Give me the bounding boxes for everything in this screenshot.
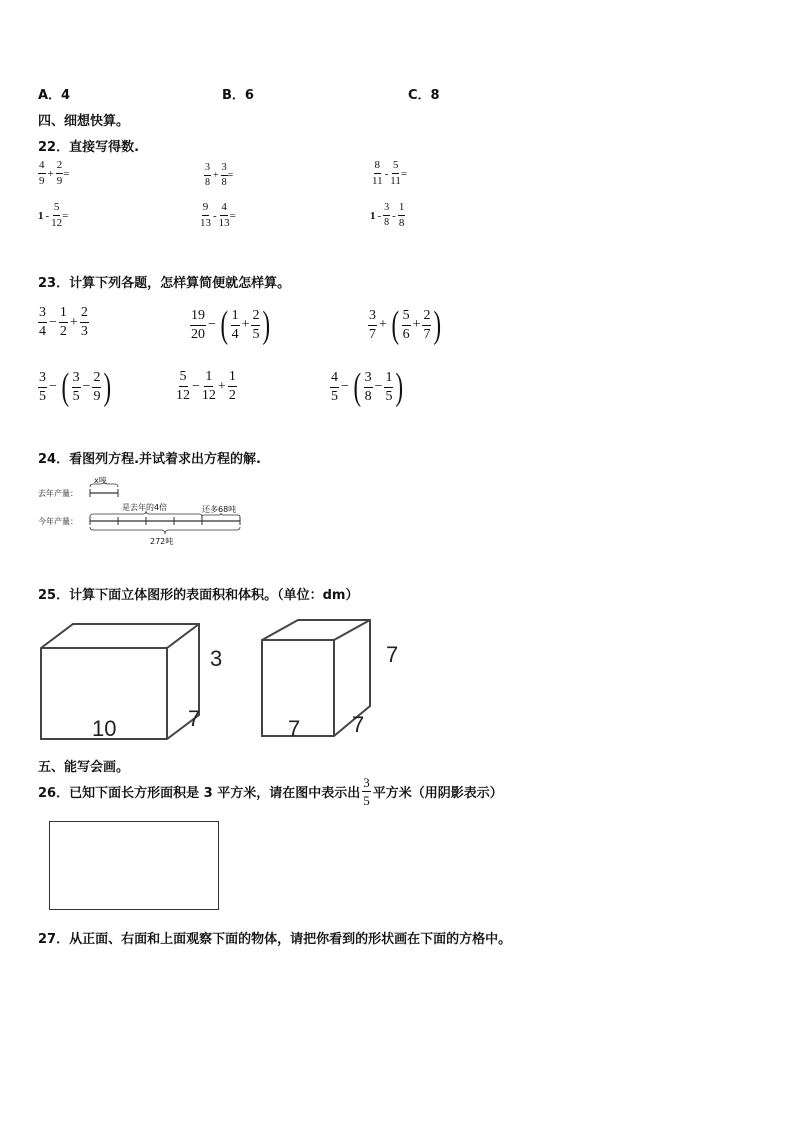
cube-edge-label-right: 7	[386, 642, 399, 667]
q23-expr-2: $\frac{19}{20}$ − ( $\frac{1}{4}$ + $\frac{2}{5}$ )	[191, 304, 271, 346]
q24-line-diagram	[38, 474, 258, 554]
cube-edge-label-bottom: 7	[288, 716, 301, 741]
x-label: x吨	[94, 476, 107, 485]
q23-expr-4: $\frac{3}{5}$ − ( $\frac{3}{5}$ − $\frac{2}{9}$ )	[39, 366, 112, 408]
q25-title: 25．计算下面立体图形的表面积和体积。（单位：dm）	[38, 588, 359, 603]
last-year-label: 去年产量：	[38, 489, 78, 498]
cuboid-height-label: 3	[210, 646, 223, 671]
cuboid-width-label: 7	[188, 706, 201, 731]
q26-rectangle[interactable]	[49, 821, 219, 910]
q27-text: 27．从正面、右面和上面观察下面的物体，请把你看到的形状画在下面的方格中。	[38, 932, 512, 947]
option-a: A．4	[38, 88, 71, 103]
q23-title: 23．计算下列各题，怎样算简便就怎样算。	[38, 276, 291, 291]
q22-expr-6: 1 - $\frac{3}{8}$ - $\frac{1}{8}$	[370, 201, 405, 229]
cuboid-length-label: 10	[92, 716, 117, 741]
q24-lines-svg	[38, 474, 258, 554]
q23-expr-6: $\frac{4}{5}$ − ( $\frac{3}{8}$ − $\frac{1}{5}$ )	[331, 366, 404, 408]
times-label: 是去年的4倍	[122, 503, 168, 512]
option-c: C．8	[408, 88, 440, 103]
section-5-heading: 五、能写会画。	[38, 760, 130, 775]
q23-expr-3: $\frac{3}{7}$ + ( $\frac{5}{6}$ + $\frac{2}{7}$ )	[369, 304, 442, 346]
q22-title: 22．直接写得数.	[38, 140, 140, 155]
more-label: 还多68吨	[202, 505, 237, 514]
q22-expr-2: $\frac{3}{8}$ + $\frac{3}{8}$ =	[205, 162, 234, 188]
q23-expr-1: $\frac{3}{4}$ − $\frac{1}{2}$ + $\frac{2}{3}$	[39, 305, 88, 339]
q22-expr-4: 1 - $\frac{5}{12}$ =	[38, 201, 69, 229]
q22-expr-3: $\frac{8}{11}$ - $\frac{5}{11}$ =	[372, 159, 408, 187]
q24-title: 24．看图列方程.并试着求出方程的解.	[38, 452, 261, 467]
q26-text: 26．已知下面长方形面积是 3 平方米，请在图中表示出 $\frac{3}{5}$ 平方米（用阴影表示）	[38, 775, 503, 808]
cuboid-figure	[38, 620, 210, 746]
total-label: 272吨	[150, 537, 174, 546]
this-year-label: 今年产量：	[38, 517, 78, 526]
q23-expr-5: $\frac{5}{12}$ − $\frac{1}{12}$ + $\frac{1}{2}$	[176, 369, 236, 403]
section-4-heading: 四、细想快算。	[38, 114, 130, 129]
cube-edge-label-depth: 7	[352, 712, 365, 737]
q22-expr-5: $\frac{9}{13}$ - $\frac{4}{13}$ =	[200, 201, 236, 229]
option-b: B．6	[222, 88, 254, 103]
q22-expr-1: $\frac{4}{9}$ + $\frac{2}{9}$ =	[39, 159, 70, 187]
